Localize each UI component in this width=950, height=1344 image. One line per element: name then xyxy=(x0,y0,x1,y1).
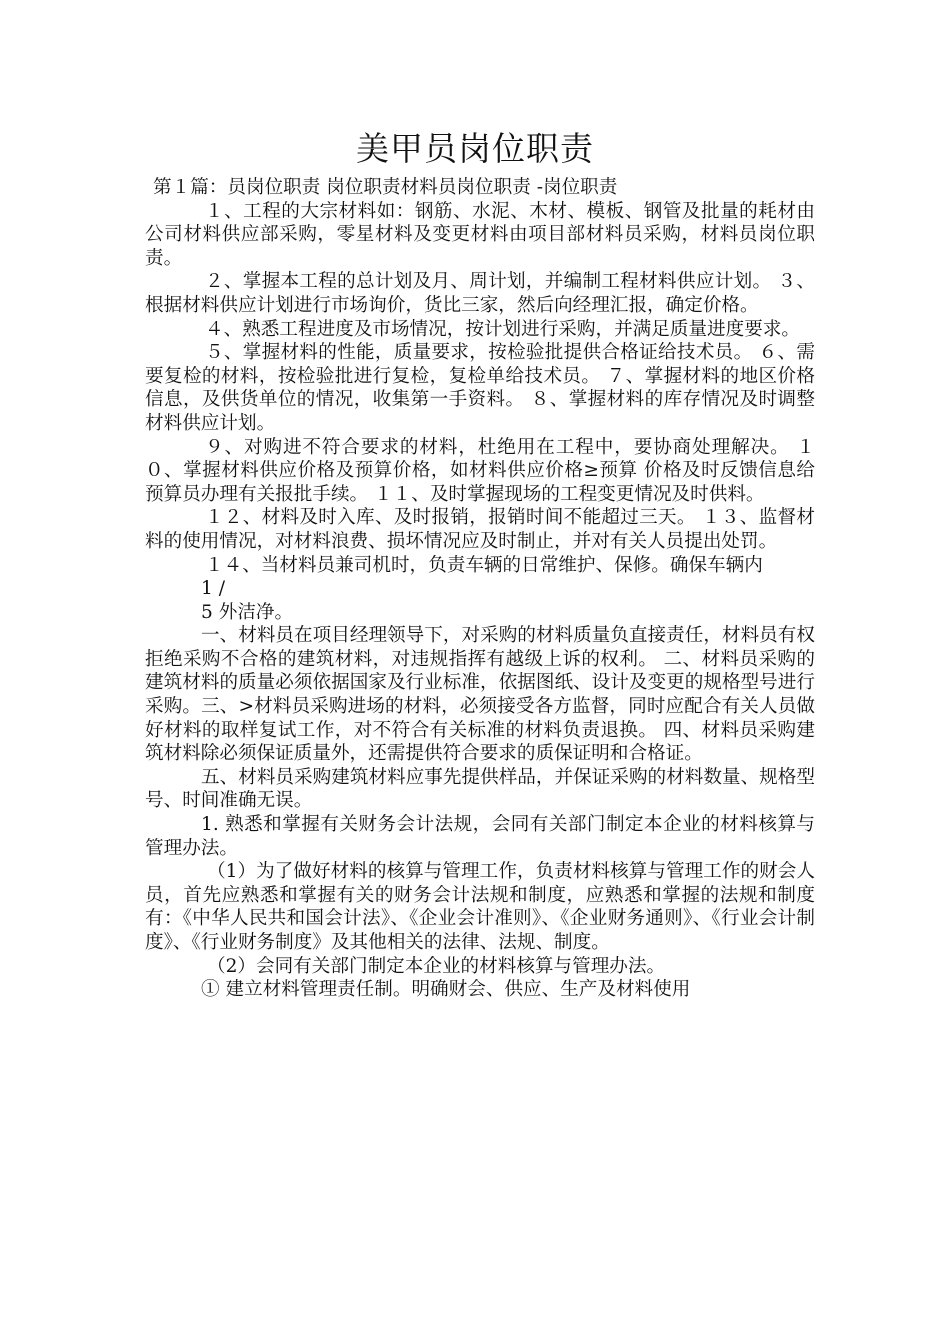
paragraph-duty-12-13: １２、材料及时入库、及时报销，报销时间不能超过三天。 １３、监督材料的使用情况，对材料浪费、损坏情况应及时制止，并对有关人员提出处罚。 xyxy=(145,507,815,552)
paragraph-duty-1: １、工程的大宗材料如：钢筋、水泥、木材、模板、钢管及批量的耗材由公司材料供应部采购，零星材料及变更材料由项目部材料员采购，材料员岗位职责。 xyxy=(145,200,815,269)
paragraph-responsibility-1-4: 一、材料员在项目经理领导下，对采购的材料质量负直接责任，材料员有权拒绝采购不合格的建筑材料，对违规指挥有越级上诉的权利。 二、材料员采购的建筑材料的质量必须依据国家及行业标准，依据图纸、设计及变更的规格型号进行采购。三、>材料员采购进场的材料，必须接受各方监督，同时应配合有关人员做好材料的取样复试工作，对不符合有关标准的材料负责退换。 四、材料员采购建筑材料除必须保证质量外，还需提供符合要求的质保证明和合格证。 xyxy=(145,625,815,765)
paragraph-continuation: 5 外洁净。 xyxy=(201,601,294,623)
paragraph-duty-14: １４、当材料员兼司机时，负责车辆的日常维护、保修。确保车辆内 xyxy=(205,554,763,576)
document-body xyxy=(145,176,815,1002)
paragraph-accounting-item-1: ① 建立材料管理责任制。明确财会、供应、生产及材料使用 xyxy=(201,979,691,1001)
paragraph-duty-9-11: ９、对购进不符合要求的材料，杜绝用在工程中，要协商处理解决。 １０、掌握材料供应价格及预算价格，如材料供应价格≥预算 价格及时反馈信息给预算员办理有关报批手续。 １１、及时掌握现场的工程变更情况及时供料。 xyxy=(145,436,815,505)
page-number: 1 / xyxy=(201,578,226,600)
paragraph-duty-5-8: ５、掌握材料的性能，质量要求，按检验批提供合格证给技术员。 ６、需要复检的材料，按检验批进行复检，复检单给技术员。 ７、掌握材料的地区价格信息，及供货单位的情况，收集第一手资料。 ８、掌握材料的库存情况及时调整材料供应计划。 xyxy=(145,342,815,434)
document-title: 美甲员岗位职责 xyxy=(356,129,594,168)
paragraph-accounting-1-1: （1）为了做好材料的核算与管理工作，负责材料核算与管理工作的财会人员，首先应熟悉和掌握有关的财务会计法规和制度，应熟悉和掌握的法规和制度有：《中华人民共和国会计法》、《企业会计准则》、《企业财务通则》、《行业会计制度》、《行业财务制度》及其他相关的法律、法规、制度。 xyxy=(145,861,815,953)
article-heading: 第１篇：员岗位职责 岗位职责材料员岗位职责 -岗位职责 xyxy=(153,177,618,198)
paragraph-duty-4: ４、熟悉工程进度及市场情况，按计划进行采购，并满足质量进度要求。 xyxy=(205,318,801,340)
paragraph-duty-2-3: ２、掌握本工程的总计划及月、周计划，并编制工程材料供应计划。 ３、根据材料供应计划进行市场询价，货比三家，然后向经理汇报，确定价格。 xyxy=(145,271,815,316)
paragraph-accounting-1-2: （2）会同有关部门制定本企业的材料核算与管理办法。 xyxy=(207,955,666,977)
paragraph-responsibility-5: 五、材料员采购建筑材料应事先提供样品，并保证采购的材料数量、规格型号、时间准确无误。 xyxy=(145,766,815,812)
paragraph-accounting-1: 1. 熟悉和掌握有关财务会计法规，会同有关部门制定本企业的材料核算与管理办法。 xyxy=(145,814,815,859)
